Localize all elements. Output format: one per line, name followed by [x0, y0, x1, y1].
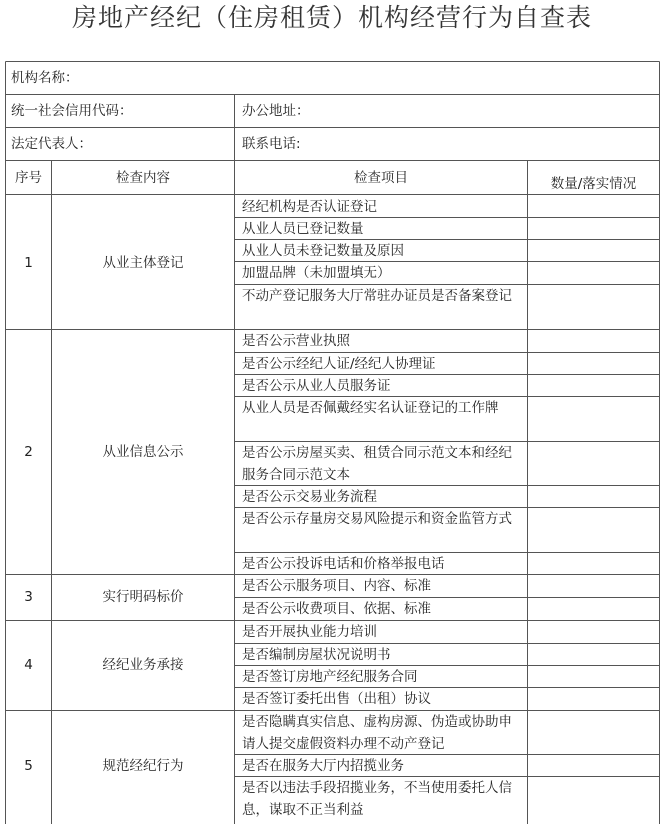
org-name-label: 机构名称：	[11, 70, 79, 86]
section-2-item-8: 是否公示投诉电话和价格举报电话	[242, 556, 445, 572]
section-1-item-5: 不动产登记服务大厅常驻办证员是否备案登记	[242, 288, 512, 304]
legal-rep-label: 法定代表人：	[11, 136, 92, 152]
phone-label: 联系电话:	[242, 136, 301, 152]
section-3-index: 3	[24, 589, 33, 605]
page-title: 房地产经纪（住房租赁）机构经营行为自查表	[71, 3, 592, 32]
section-2-item-5: 是否公示房屋买卖、租赁合同示范文本和经纪服务合同示范文本	[242, 445, 512, 483]
section-1-item-4: 加盟品牌（未加盟填无）	[242, 265, 391, 281]
section-2-item-4: 从业人员是否佩戴经实名认证登记的工作牌	[242, 400, 499, 416]
section-5-item-3: 是否以违法手段招揽业务，不当使用委托人信息，谋取不正当利益	[242, 780, 512, 818]
column-header-item: 检查项目	[354, 170, 408, 186]
section-1-item-1: 经纪机构是否认证登记	[242, 199, 377, 215]
section-4-item-1: 是否开展执业能力培训	[242, 624, 377, 640]
column-header-index: 序号	[15, 170, 42, 186]
section-5-item-1: 是否隐瞒真实信息、虚构房源、伪造或协助申请人提交虚假资料办理不动产登记	[242, 714, 512, 752]
section-2-item-6: 是否公示交易业务流程	[242, 489, 377, 505]
column-header-content: 检查内容	[116, 170, 170, 186]
section-2-item-3: 是否公示从业人员服务证	[242, 378, 391, 394]
section-5-index: 5	[24, 758, 33, 774]
column-header-status: 数量/落实情况	[550, 176, 637, 192]
section-2-item-1: 是否公示营业执照	[242, 333, 350, 349]
credit-code-label: 统一社会信用代码：	[11, 103, 133, 119]
office-address-label: 办公地址：	[242, 103, 310, 119]
section-4-index: 4	[24, 657, 33, 673]
section-3-item-1: 是否公示服务项目、内容、标准	[242, 578, 431, 594]
section-4-item-2: 是否编制房屋状况说明书	[242, 647, 391, 663]
section-2-item-7: 是否公示存量房交易风险提示和资金监管方式	[242, 511, 512, 527]
section-3-content: 实行明码标价	[102, 589, 184, 605]
section-1-item-3: 从业人员未登记数量及原因	[242, 243, 404, 259]
section-5-item-2: 是否在服务大厅内招揽业务	[242, 758, 404, 774]
section-1-content: 从业主体登记	[102, 255, 184, 271]
section-4-content: 经纪业务承接	[102, 657, 184, 673]
section-2-item-2: 是否公示经纪人证/经纪人协理证	[242, 356, 436, 372]
section-5-content: 规范经纪行为	[102, 758, 184, 774]
section-2-content: 从业信息公示	[102, 444, 184, 460]
section-2-index: 2	[24, 444, 33, 460]
section-1-index: 1	[24, 255, 33, 271]
section-3-item-2: 是否公示收费项目、依据、标准	[242, 601, 431, 617]
section-1-item-2: 从业人员已登记数量	[242, 221, 364, 237]
section-4-item-4: 是否签订委托出售（出租）协议	[242, 691, 431, 707]
section-4-item-3: 是否签订房地产经纪服务合同	[242, 669, 418, 685]
